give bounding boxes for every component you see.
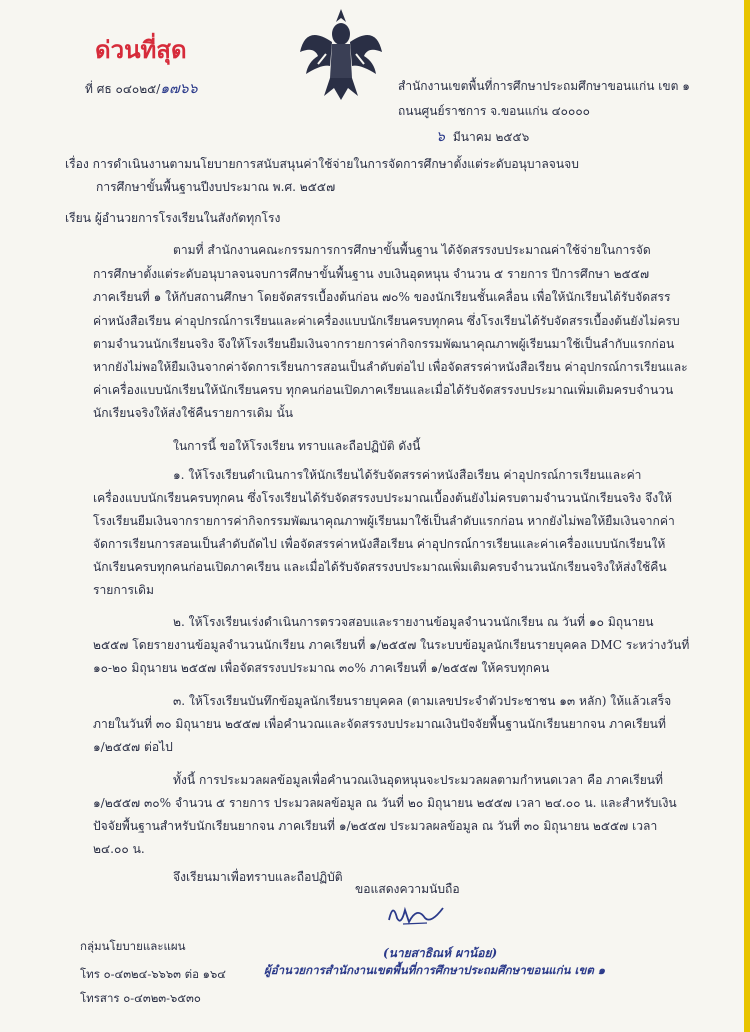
office-address	[398, 74, 690, 124]
handwritten-signature	[383, 896, 453, 930]
salutation: เรียน ผู้อำนวยการโรงเรียนในสังกัดทุกโรง	[65, 211, 281, 225]
body-line: ตามจำนวนนักเรียนจริง จึงให้โรงเรียนยืมเงินจากรายการค่ากิจกรรมพัฒนาคุณภาพผู้เรียนมาใช้เป็นลำกับแรกก่อน	[93, 337, 675, 351]
body-line: นักเรียนจริงให้ส่งใช้คืนรายการเดิม นั้น	[93, 406, 294, 420]
footer-department: กลุ่มนโยบายและแผน	[80, 939, 186, 953]
garuda-emblem-icon	[296, 4, 386, 104]
body-line: ๑/๒๕๕๗ ต่อไป	[93, 740, 173, 754]
office-name: สำนักงานเขตพื้นที่การศึกษาประถมศึกษาขอนแก่น เขต ๑	[398, 79, 690, 93]
body-line: ภายในวันที่ ๓๐ มิถุนายน ๒๕๕๗ เพื่อคำนวณและจัดสรรงบประมาณเงินปัจจัยพื้นฐานนักเรียนยากจน ภาคเรียนที่	[93, 717, 666, 731]
body-line: ค่าหนังสือเรียน ค่าอุปกรณ์การเรียนและค่าเครื่องแบบนักเรียนครบทุกคน ซึ่งโรงเรียนได้รับจัดสรรเบื้องต้นยังไม่ครบ	[93, 314, 680, 328]
body-line: ๒๔.๐๐ น.	[93, 842, 145, 856]
body-line: จึงเรียนมาเพื่อทราบและถือปฏิบัติ	[173, 870, 343, 884]
signatory-position: ผู้อำนวยการสำนักงานเขตพื้นที่การศึกษาประถมศึกษาขอนแก่น เขต ๑	[264, 963, 606, 977]
body-line: โรงเรียนยืมเงินจากรายการค่ากิจกรรมพัฒนาคุณภาพผู้เรียนมาใช้เป็นลำดับแรกก่อน หากยังไม่พอให้ยืมเงินจากค่า	[93, 514, 675, 528]
body-line: การศึกษาตั้งแต่ระดับอนุบาลจนจบการศึกษาขั้นพื้นฐาน งบเงินอุดหนุน จำนวน ๕ รายการ ปีการศึกษา ๒๕๕๗	[93, 267, 650, 281]
office-street: ถนนศูนย์ราชการ จ.ขอนแก่น ๔๐๐๐๐	[398, 104, 590, 118]
body-line: ๓. ให้โรงเรียนบันทึกข้อมูลนักเรียนรายบุคคล (ตามเลขประจำตัวประชาชน ๑๓ หลัก) ให้แล้วเสร็จ	[173, 694, 672, 708]
body-line: ในการนี้ ขอให้โรงเรียน ทราบและถือปฏิบัติ ดังนี้	[173, 439, 421, 453]
reference-handwritten: ๑๗๖๖	[160, 81, 198, 97]
reference-value: ๐๔๐๒๕/	[115, 82, 161, 96]
reference-number	[85, 78, 197, 100]
letter-date	[436, 126, 529, 148]
body-line: หากยังไม่พอให้ยืมเงินจากค่าจัดการเรียนการสอนเป็นลำดับต่อไป เพื่อจัดสรรค่าหนังสือเรียน ค่าอุปกรณ์การเรียนและ	[93, 360, 688, 374]
footer-phone: โทร ๐-๔๓๒๔-๖๖๖๓ ต่อ ๑๖๔	[80, 967, 226, 981]
subject-line-2: การศึกษาขั้นพื้นฐานปีงบประมาณ พ.ศ. ๒๕๕๗	[96, 180, 336, 194]
body-line: ๑/๒๕๕๗ ๓๐% จำนวน ๕ รายการ ประมวลผลข้อมูล ณ วันที่ ๒๐ มิถุนายน ๒๕๕๗ เวลา ๒๔.๐๐ น. และสำหรับเงิน	[93, 796, 677, 810]
body-line: ๒๕๕๗ โดยรายงานข้อมูลจำนวนนักเรียน ภาคเรียนที่ ๑/๒๕๕๗ ในระบบข้อมูลนักเรียนรายบุคคล DMC ระหว่างวันที่	[93, 638, 690, 652]
body-line: ทั้งนี้ การประมวลผลข้อมูลเพื่อคำนวณเงินอุดหนุนจะประมวลผลตามกำหนดเวลา คือ ภาคเรียนที่	[173, 773, 664, 787]
date-month-year: มีนาคม ๒๕๕๖	[452, 130, 530, 144]
date-day: ๖	[436, 129, 445, 145]
body-line: ๑. ให้โรงเรียนดำเนินการให้นักเรียนได้รับจัดสรรค่าหนังสือเรียน ค่าอุปกรณ์การเรียนและค่า	[173, 468, 642, 482]
body-line: ๑๐-๒๐ มิถุนายน ๒๕๕๗ เพื่อจัดสรรงบประมาณ ๓๐% ภาคเรียนที่ ๑/๒๕๕๗ ให้ครบทุกคน	[93, 661, 550, 675]
reference-label: ที่ ศธ	[85, 82, 112, 96]
body-line: ตามที่ สำนักงานคณะกรรมการการศึกษาขั้นพื้นฐาน ได้จัดสรรงบประมาณค่าใช้จ่ายในการจัด	[173, 243, 651, 257]
body-line: จัดการเรียนการสอนเป็นลำดับถัดไป เพื่อจัดสรรค่าหนังสือเรียน ค่าอุปกรณ์การเรียนและค่าเครื่องแบบนักเรียนให้	[93, 537, 666, 551]
body-line: ค่าเครื่องแบบนักเรียนให้นักเรียนครบ ทุกคนก่อนเปิดภาคเรียนและเมื่อได้รับจัดสรรงบประมาณเพิ่มเติมครบจำนวน	[93, 383, 674, 397]
closing: ขอแสดงความนับถือ	[355, 882, 460, 896]
body-line: ปัจจัยพื้นฐานสำหรับนักเรียนยากจน ภาคเรียนที่ ๑/๒๕๕๗ ประมวลผลข้อมูล ณ วันที่ ๓๐ มิถุนายน ๒๕๕๗ เวลา	[93, 819, 658, 833]
body-line: รายการเดิม	[93, 583, 154, 597]
urgency-stamp: ด่วนที่สุด	[95, 36, 187, 64]
body-line: นักเรียนครบทุกคนก่อนเปิดภาคเรียน และเมื่อได้รับจัดสรรงบประมาณเพิ่มเติมครบจำนวนนักเรียนจริงให้ส่งใช้คืน	[93, 560, 667, 574]
body-line: เครื่องแบบนักเรียนครบทุกคน ซึ่งโรงเรียนได้รับจัดสรรงบประมาณเบื้องต้นยังไม่ครบตามจำนวนนักเรียนจริง จึงให้	[93, 491, 673, 505]
footer-fax: โทรสาร ๐-๔๓๒๓-๖๕๓๐	[80, 991, 201, 1005]
body-line: ภาคเรียนที่ ๑ ให้กับสถานศึกษา โดยจัดสรรเบื้องต้นก่อน ๗๐% ของนักเรียนชั้นเคลื่อน เพื่อให้นักเรียนได้รับจัดสรร	[93, 290, 671, 304]
signatory-name: (นายสาธิณห์ ผาน้อย)	[383, 946, 498, 960]
body-line: ๒. ให้โรงเรียนเร่งดำเนินการตรวจสอบและรายงานข้อมูลจำนวนนักเรียน ณ วันที่ ๑๐ มิถุนายน	[173, 615, 654, 629]
subject-line-1: เรื่อง การดำเนินงานตามนโยบายการสนับสนุนค่าใช้จ่ายในการจัดการศึกษาตั้งแต่ระดับอนุบาลจนจบ	[65, 157, 579, 171]
